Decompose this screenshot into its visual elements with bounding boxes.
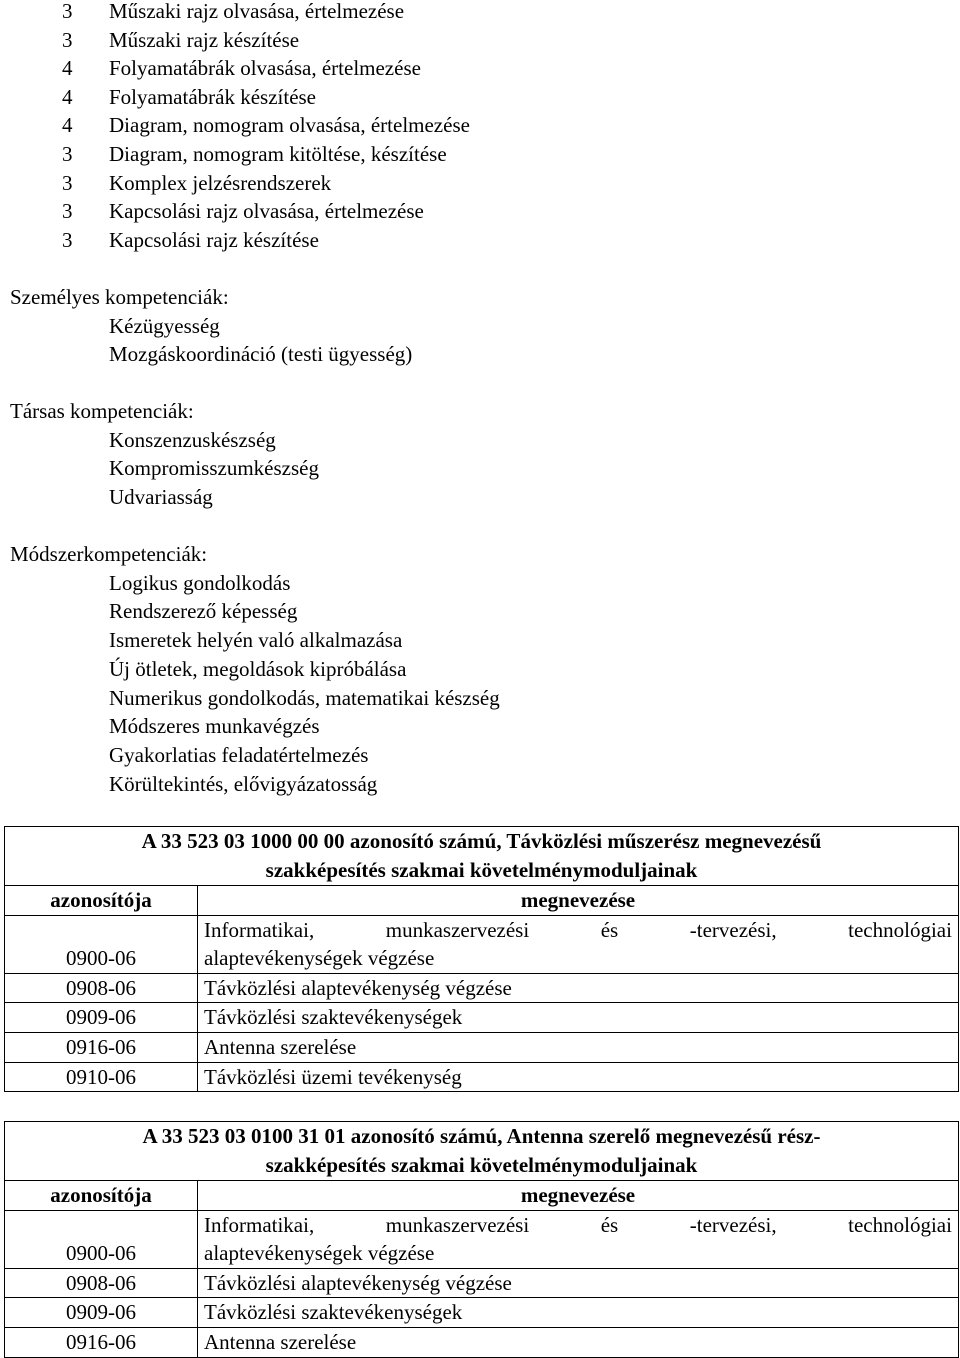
method-competence-item: Numerikus gondolkodás, matematikai készség xyxy=(109,686,500,710)
method-competence-item: Körültekintés, elővigyázatosság xyxy=(109,772,378,796)
module-id: 0916-06 xyxy=(5,1327,198,1357)
table-title-line: A 33 523 03 1000 00 00 azonosító számú, Távközlési műszerész megnevezésű xyxy=(141,829,822,853)
table-row xyxy=(5,973,959,1003)
social-competence-item: Konszenzuskészség xyxy=(109,428,276,452)
skill-name: Folyamatábrák készítése xyxy=(109,84,317,109)
column-header-id: azonosítója xyxy=(5,886,198,916)
module-name-line: alaptevékenységek végzése xyxy=(204,946,435,971)
word: munkaszervezési xyxy=(385,1212,530,1237)
module-name: Távközlési üzemi tevékenység xyxy=(198,1062,959,1092)
module-name: Távközlési alaptevékenység végzése xyxy=(198,973,959,1003)
personal-competences-heading: Személyes kompetenciák: xyxy=(10,285,229,309)
module-name-line: alaptevékenységek végzése xyxy=(204,1241,435,1266)
skill-name: Műszaki rajz készítése xyxy=(109,27,300,52)
skill-level: 3 xyxy=(62,227,73,252)
module-id: 0900-06 xyxy=(5,915,198,973)
skill-row xyxy=(0,169,470,198)
column-header-name: megnevezése xyxy=(198,886,959,916)
table-row xyxy=(5,1062,959,1092)
module-name: Távközlési szaktevékenységek xyxy=(198,1003,959,1033)
social-competence-item: Udvariasság xyxy=(109,485,213,509)
word: Informatikai, xyxy=(204,1212,315,1237)
module-name xyxy=(198,1210,959,1268)
skill-row xyxy=(0,54,470,83)
module-id: 0916-06 xyxy=(5,1032,198,1062)
table-row xyxy=(5,1327,959,1357)
social-competences-heading: Társas kompetenciák: xyxy=(10,399,194,423)
table-title-line: A 33 523 03 0100 31 01 azonosító számú, Antenna szerelő megnevezésű rész- xyxy=(142,1124,821,1148)
skill-row xyxy=(0,226,470,255)
skill-name: Kapcsolási rajz olvasása, értelmezése xyxy=(109,199,424,224)
word: technológiai xyxy=(848,1212,952,1237)
skill-row xyxy=(0,197,470,226)
table-row xyxy=(5,1298,959,1328)
table-header-row xyxy=(5,1181,959,1211)
method-competence-item: Új ötletek, megoldások kipróbálása xyxy=(109,657,407,681)
module-table-1 xyxy=(4,826,959,1092)
skill-level: 3 xyxy=(62,170,73,195)
table-title-row xyxy=(5,1122,959,1181)
social-competence-item: Kompromisszumkészség xyxy=(109,456,319,480)
table-title-line: szakképesítés szakmai követelménymoduljainak xyxy=(265,858,698,882)
word: -tervezési, xyxy=(689,917,777,942)
method-competence-item: Logikus gondolkodás xyxy=(109,571,291,595)
method-competence-item: Rendszerező képesség xyxy=(109,599,298,623)
module-id: 0909-06 xyxy=(5,1298,198,1328)
method-competences-heading: Módszerkompetenciák: xyxy=(10,542,208,566)
table-row xyxy=(5,915,959,973)
skill-level-list xyxy=(0,0,470,254)
module-id: 0900-06 xyxy=(5,1210,198,1268)
module-name: Távközlési szaktevékenységek xyxy=(198,1298,959,1328)
skill-level: 3 xyxy=(62,0,73,23)
word: Informatikai, xyxy=(204,917,315,942)
personal-competence-item: Mozgáskoordináció (testi ügyesség) xyxy=(109,342,413,366)
table-title xyxy=(5,827,959,886)
module-id: 0908-06 xyxy=(5,973,198,1003)
skill-row xyxy=(0,111,470,140)
module-name: Távközlési alaptevékenység végzése xyxy=(198,1268,959,1298)
method-competence-item: Ismeretek helyén való alkalmazása xyxy=(109,628,403,652)
skill-name: Diagram, nomogram kitöltése, készítése xyxy=(109,141,447,166)
word: technológiai xyxy=(848,917,952,942)
module-name: Antenna szerelése xyxy=(198,1032,959,1062)
skill-level: 4 xyxy=(62,84,73,109)
skill-row xyxy=(0,0,470,26)
column-header-id: azonosítója xyxy=(5,1181,198,1211)
skill-name: Diagram, nomogram olvasása, értelmezése xyxy=(109,113,470,138)
word: és xyxy=(600,1212,619,1237)
word: és xyxy=(600,917,619,942)
skill-level: 4 xyxy=(62,113,73,138)
module-id: 0909-06 xyxy=(5,1003,198,1033)
table-row xyxy=(5,1003,959,1033)
skill-level: 4 xyxy=(62,56,73,81)
skill-level: 3 xyxy=(62,199,73,224)
module-table-2 xyxy=(4,1121,959,1358)
skill-name: Folyamatábrák olvasása, értelmezése xyxy=(109,56,421,81)
table-title-row xyxy=(5,827,959,886)
module-name-line xyxy=(204,1211,952,1240)
table-row xyxy=(5,1210,959,1268)
table-header-row xyxy=(5,886,959,916)
skill-level: 3 xyxy=(62,141,73,166)
column-header-name: megnevezése xyxy=(198,1181,959,1211)
skill-row xyxy=(0,140,470,169)
module-id: 0910-06 xyxy=(5,1062,198,1092)
table-row xyxy=(5,1032,959,1062)
personal-competence-item: Kézügyesség xyxy=(109,314,220,338)
method-competence-item: Módszeres munkavégzés xyxy=(109,714,320,738)
module-name: Antenna szerelése xyxy=(198,1327,959,1357)
module-name xyxy=(198,915,959,973)
skill-row xyxy=(0,83,470,112)
table-row xyxy=(5,1268,959,1298)
word: munkaszervezési xyxy=(385,917,530,942)
module-id: 0908-06 xyxy=(5,1268,198,1298)
skill-name: Komplex jelzésrendszerek xyxy=(109,170,332,195)
skill-name: Műszaki rajz olvasása, értelmezése xyxy=(109,0,405,23)
skill-level: 3 xyxy=(62,27,73,52)
skill-name: Kapcsolási rajz készítése xyxy=(109,227,319,252)
module-name-line xyxy=(204,916,952,945)
method-competence-item: Gyakorlatias feladatértelmezés xyxy=(109,743,369,767)
table-title-line: szakképesítés szakmai követelménymoduljainak xyxy=(265,1153,698,1177)
skill-row xyxy=(0,26,470,55)
word: -tervezési, xyxy=(689,1212,777,1237)
table-title xyxy=(5,1122,959,1181)
